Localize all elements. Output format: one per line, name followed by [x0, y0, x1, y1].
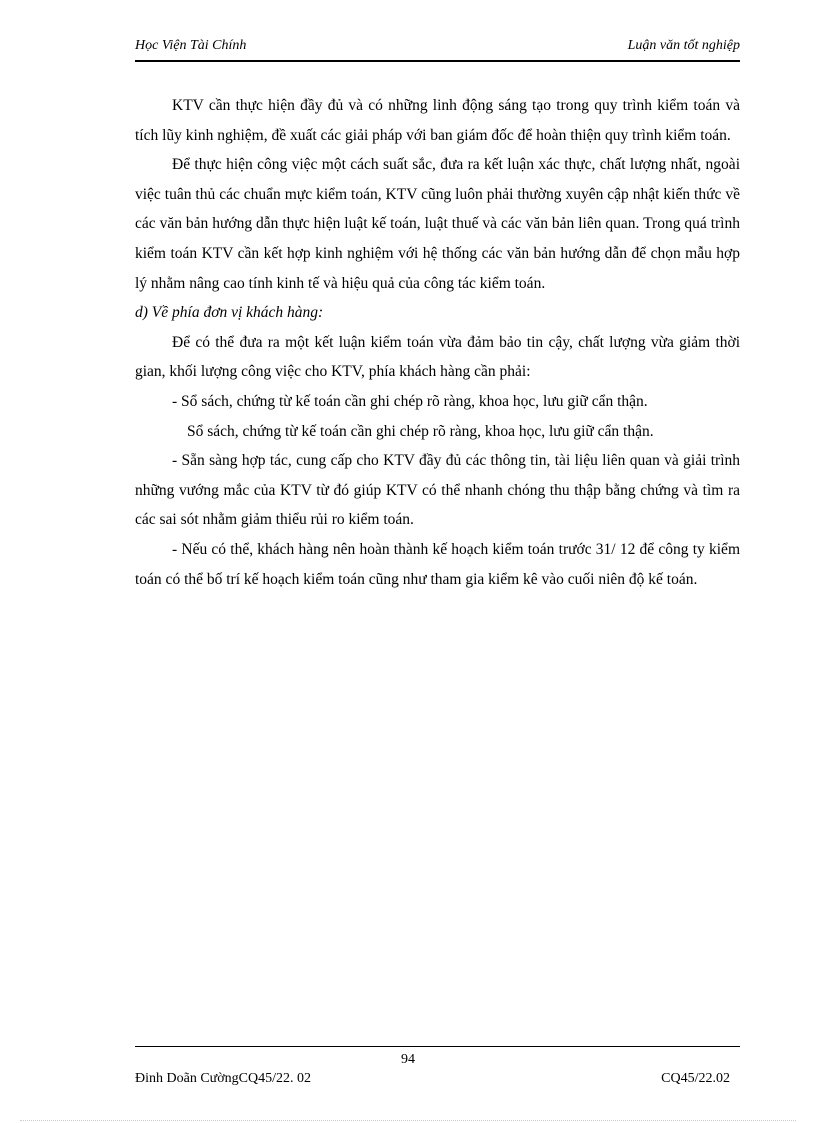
header-institution: Học Viện Tài Chính: [135, 38, 247, 53]
header-document-type: Luận văn tốt nghiệp: [627, 38, 740, 53]
page-header: [135, 38, 740, 62]
list-item: - Sổ sách, chứng từ kế toán cần ghi chép rõ ràng, khoa học, lưu giữ cẩn thận.: [172, 392, 648, 410]
page-bottom-border: [20, 1120, 796, 1121]
page-number: 94: [401, 1052, 415, 1067]
document-body: [135, 91, 740, 594]
list-item: - Sẵn sàng hợp tác, cung cấp cho KTV đầy đủ các thông tin, tài liệu liên quan và giải trình những vướng mắc của KTV từ đó giúp KTV có thể nhanh chóng thu thập bằng chứng và tìm ra các sai sót nhằm giảm thiểu rủi ro kiểm toán.: [135, 452, 740, 529]
list-item: Sổ sách, chứng từ kế toán cần ghi chép rõ ràng, khoa học, lưu giữ cẩn thận.: [187, 422, 654, 440]
footer-class-code: CQ45/22.02: [661, 1071, 730, 1086]
paragraph: KTV cần thực hiện đầy đủ và có những linh động sáng tạo trong quy trình kiểm toán và tích lũy kinh nghiệm, đề xuất các giải pháp với ban giám đốc để hoàn thiện quy trình kiểm toán.: [135, 97, 740, 144]
paragraph: Để có thể đưa ra một kết luận kiểm toán vừa đảm bảo tin cậy, chất lượng vừa giảm thời gian, khối lượng công việc cho KTV, phía khách hàng cần phải:: [135, 333, 740, 381]
list-item: - Nếu có thể, khách hàng nên hoàn thành kế hoạch kiểm toán trước 31/ 12 để công ty kiểm toán có thể bố trí kế hoạch kiểm toán cũng như tham gia kiểm kê vào cuối niên độ kế toán.: [135, 540, 740, 588]
footer-author: Đinh Doãn CườngCQ45/22. 02: [135, 1071, 311, 1086]
paragraph: Để thực hiện công việc một cách suất sắc, đưa ra kết luận xác thực, chất lượng nhất, ngoài việc tuân thủ các chuẩn mực kiểm toán, KTV cũng luôn phải thường xuyên cập nhật kiến thức về các văn bản hướng dẫn thực hiện luật kế toán, luật thuế và các văn bản liên quan. Trong quá trình kiểm toán KTV cần kết hợp kinh nghiệm với hệ thống các văn bản hướng dẫn để chọn mẫu hợp lý nhằm nâng cao tính kinh tế và hiệu quả của công tác kiểm toán.: [135, 156, 740, 292]
footer-divider: [135, 1046, 740, 1047]
section-heading: d) Về phía đơn vị khách hàng:: [135, 304, 324, 322]
